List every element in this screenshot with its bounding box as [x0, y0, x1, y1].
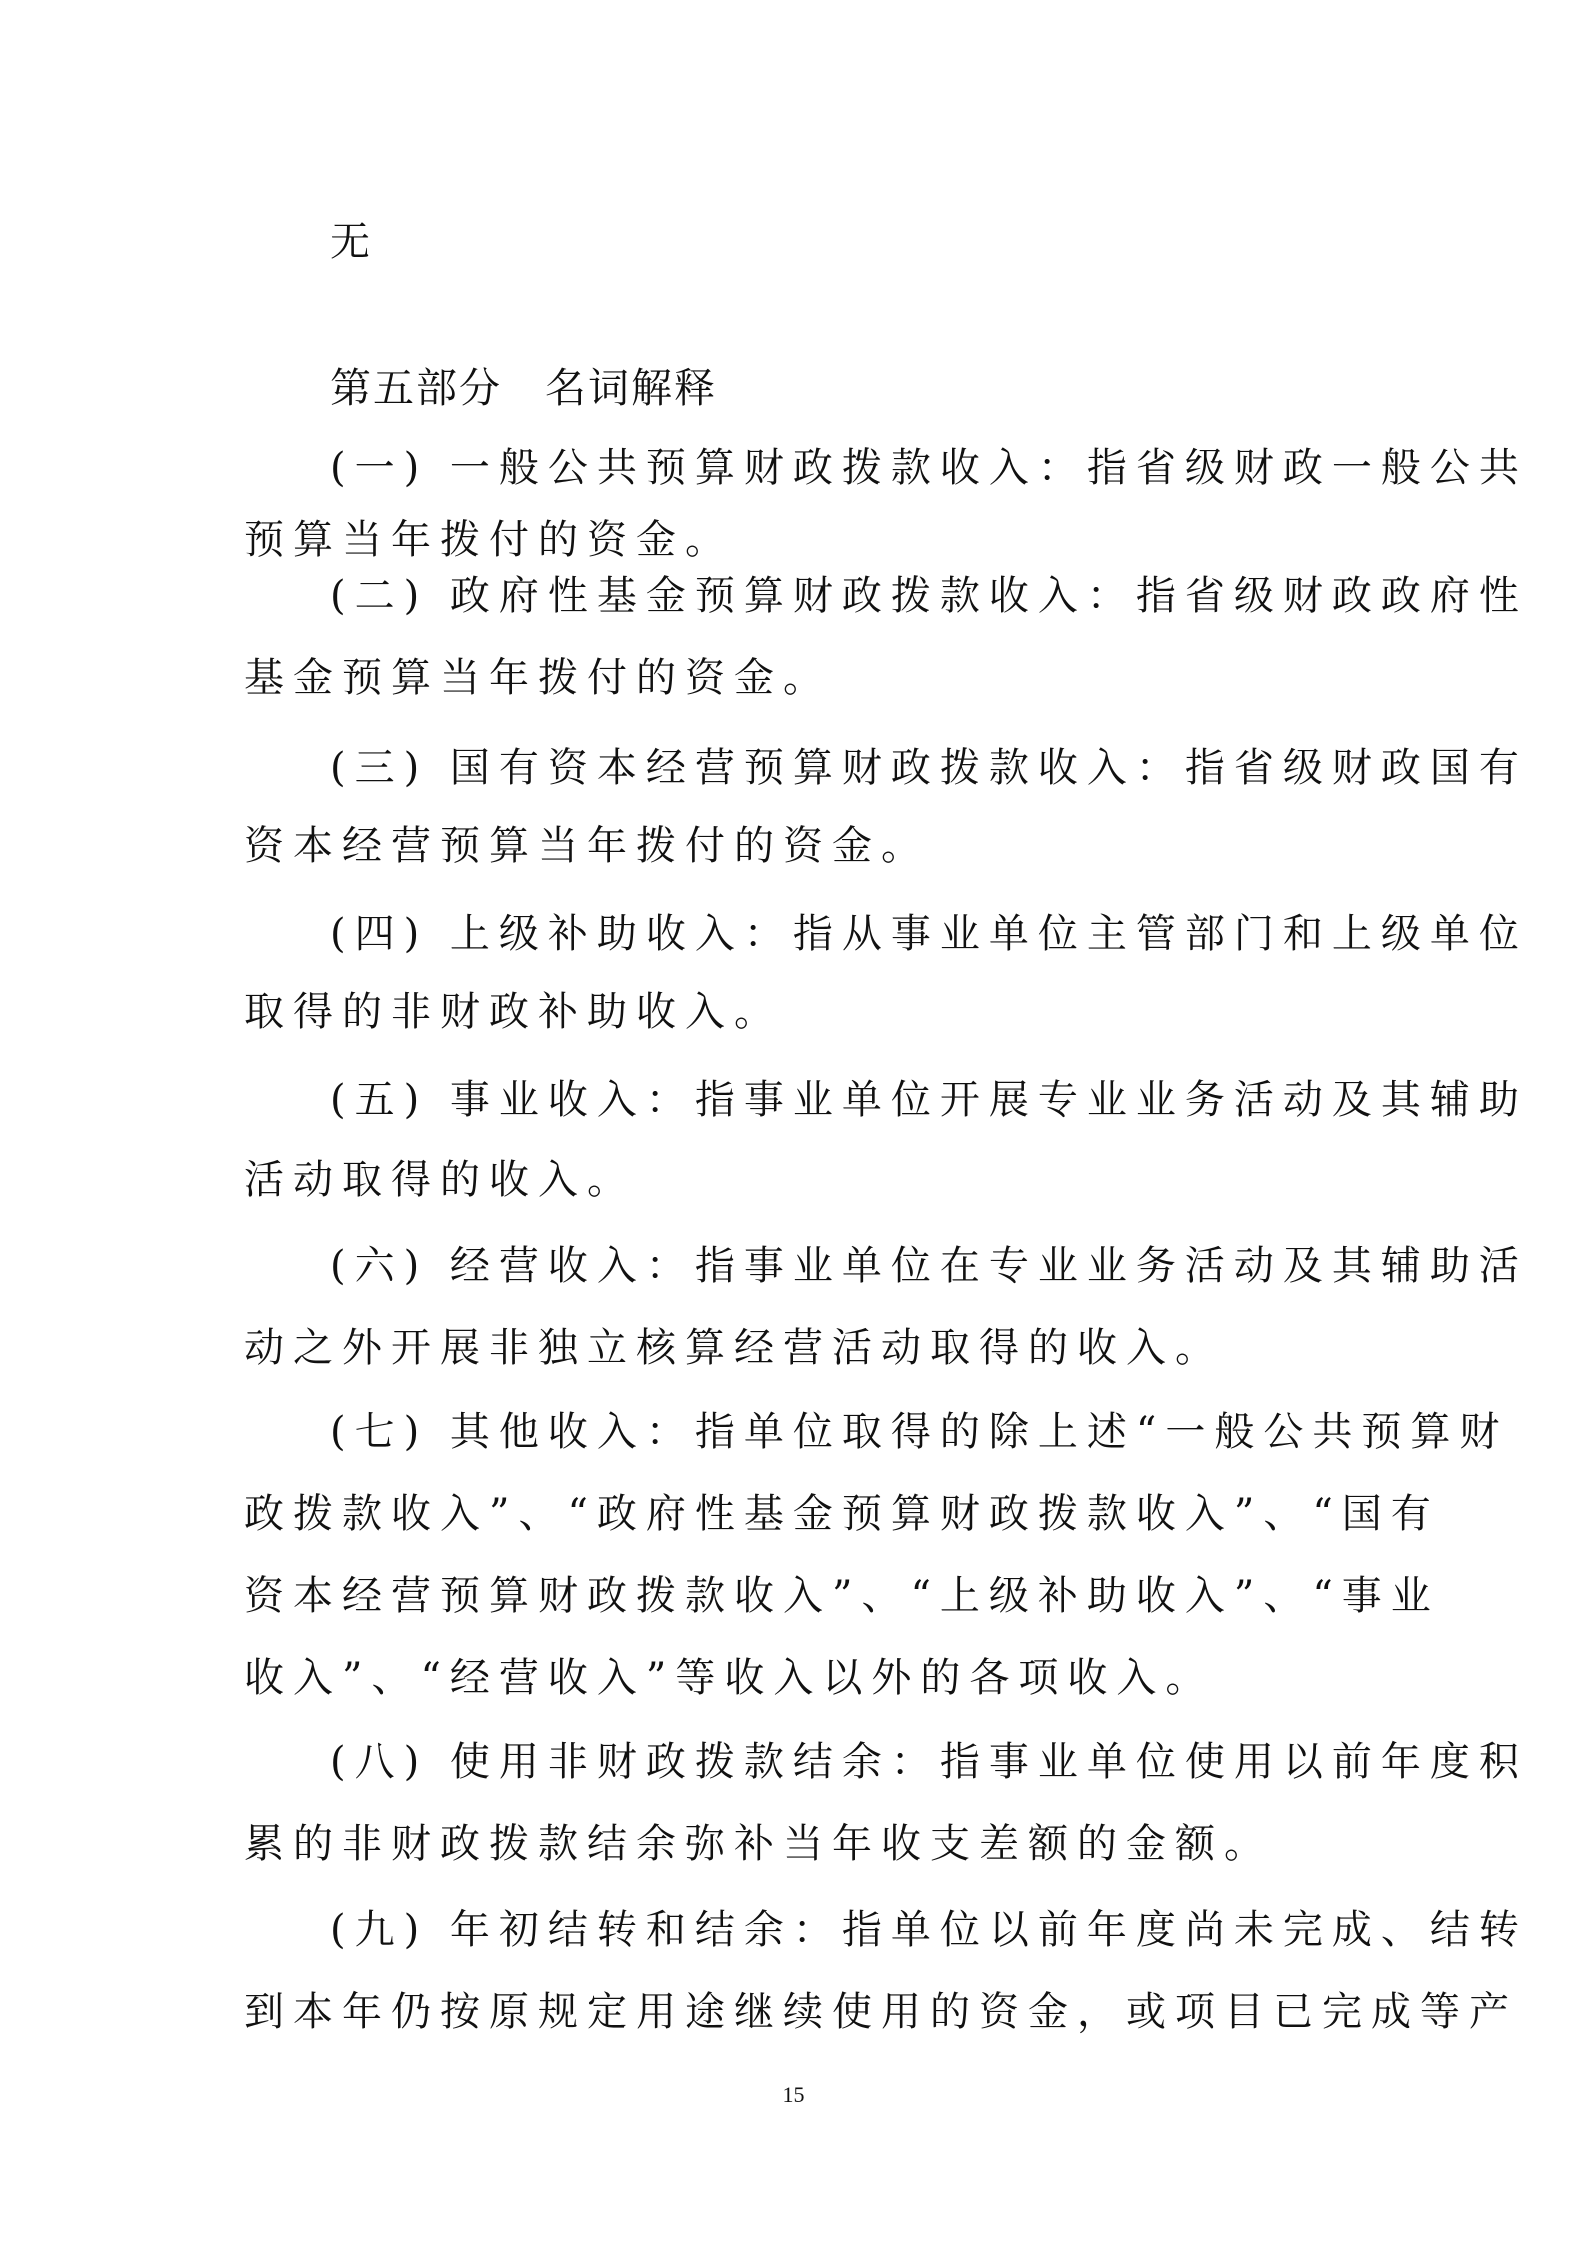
page-number: 15: [782, 2082, 805, 2107]
paragraph-line: 到本年仍按原规定用途继续使用的资金，或项目已完成等产: [244, 1989, 1518, 2035]
paragraph-line: 收入”、“经营收入”等收入以外的各项收入。: [244, 1655, 1215, 1701]
paragraph-line: (六) 经营收入：指事业单位在专业业务活动及其辅助活: [330, 1243, 1528, 1289]
paragraph-line: 累的非财政拨款结余弥补当年收支差额的金额。: [244, 1821, 1273, 1867]
paragraph-line: 活动取得的收入。: [244, 1157, 636, 1203]
paragraph-line: (三) 国有资本经营预算财政拨款收入：指省级财政国有: [330, 745, 1528, 791]
paragraph-line: 资本经营预算当年拨付的资金。: [244, 823, 930, 869]
paragraph-line: (一) 一般公共预算财政拨款收入：指省级财政一般公共: [330, 445, 1528, 491]
paragraph-line: (九) 年初结转和结余：指单位以前年度尚未完成、结转: [330, 1907, 1528, 1953]
paragraph-line: (二) 政府性基金预算财政拨款收入：指省级财政政府性: [330, 573, 1528, 619]
paragraph-line: 取得的非财政补助收入。: [244, 989, 783, 1035]
paragraph-line: 基金预算当年拨付的资金。: [244, 655, 832, 701]
top-line-text: 无: [330, 219, 379, 265]
section-heading: 第五部分 名词解释: [330, 364, 717, 412]
paragraph-line: (四) 上级补助收入：指从事业单位主管部门和上级单位: [330, 911, 1528, 957]
paragraph-line: 动之外开展非独立核算经营活动取得的收入。: [244, 1325, 1224, 1371]
paragraph-line: (八) 使用非财政拨款结余：指事业单位使用以前年度积: [330, 1739, 1528, 1785]
paragraph-line: 预算当年拨付的资金。: [244, 517, 734, 563]
paragraph-line: 政拨款收入”、“政府性基金预算财政拨款收入”、“国有: [244, 1491, 1440, 1537]
paragraph-line: (七) 其他收入：指单位取得的除上述“一般公共预算财: [330, 1409, 1509, 1455]
paragraph-line: (五) 事业收入：指事业单位开展专业业务活动及其辅助: [330, 1077, 1528, 1123]
paragraph-line: 资本经营预算财政拨款收入”、“上级补助收入”、“事业: [244, 1573, 1440, 1619]
